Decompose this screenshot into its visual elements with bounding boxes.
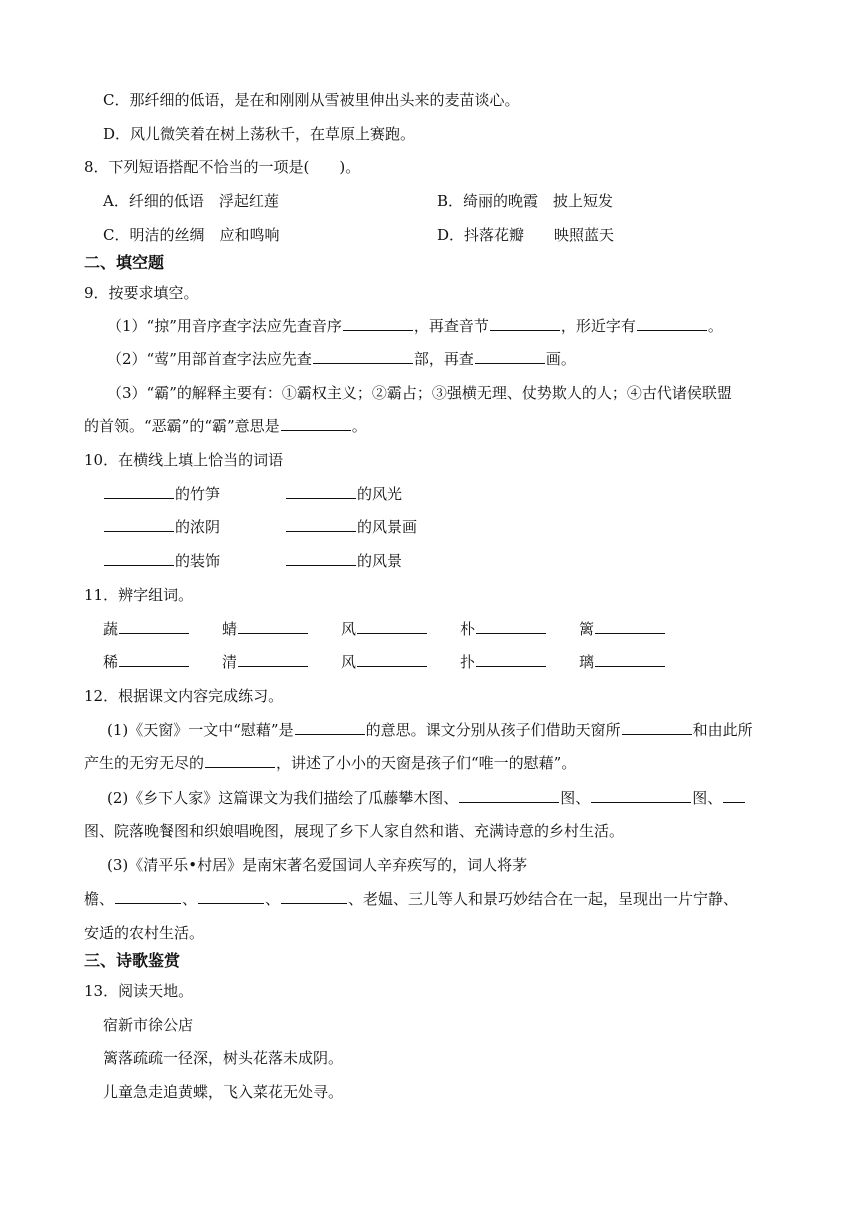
answer-blank[interactable] [286,551,356,566]
q9-stem: 9．按要求填空。 [84,284,199,302]
q12-part-2-line1 [107,788,746,808]
q10-stem: 10．在横线上填上恰当的词语 [84,451,284,469]
answer-blank[interactable] [104,551,174,566]
poem-line: 儿童急走追黄蝶，飞入菜花无处寻。 [103,1083,344,1101]
q11-char: 扑 [460,653,476,671]
answer-blank[interactable] [591,788,691,803]
q12-stem: 12．根据课文内容完成练习。 [84,687,284,705]
q8-option-d: D．抖落花瓣 映照蓝天 [437,226,615,244]
answer-blank[interactable] [281,889,347,904]
q11-char: 朴 [460,620,476,638]
answer-blank[interactable] [104,484,174,499]
q11-item [460,652,547,672]
q9-p2-text-c: 画。 [545,350,576,368]
q9-part-2 [107,349,576,369]
q10-item [103,484,220,504]
q10-item [103,551,220,571]
section-heading-poetry: 三、诗歌鉴赏 [84,951,181,970]
answer-blank[interactable] [238,619,308,634]
q9-p2-text-b: 部，再查 [413,350,474,368]
q11-item [103,619,190,639]
q12-part-3-line1: (3)《清平乐•村居》是南宋著名爱国词人辛弃疾写的，词人将茅 [107,856,528,874]
q11-char: 稀 [103,653,119,671]
q12-part-3-line3: 安适的农村生活。 [84,924,205,942]
answer-blank[interactable] [115,889,181,904]
q12-p1-text-a: (1)《天窗》一文中“慰藉”是 [107,721,294,739]
q11-item [341,619,428,639]
q9-p1-text-b: ，再查音节 [413,317,489,335]
q9-p1-text-a: （1）“掠”用音序查字法应先查音序 [107,317,342,335]
answer-blank[interactable] [205,753,275,768]
q11-item [341,652,428,672]
q8-option-a: A．纤细的低语 浮起红莲 [103,192,279,210]
q10-item [285,517,417,537]
answer-blank[interactable] [476,652,546,667]
q12-p1-text-e: ，讲述了小小的天窗是孩子们“唯一的慰藉”。 [276,754,577,772]
q11-char: 清 [222,653,238,671]
answer-blank[interactable] [313,349,413,364]
q12-p3-text-b: 檐、 [84,890,115,908]
answer-blank[interactable] [459,788,559,803]
answer-blank[interactable] [595,619,665,634]
q10-suffix: 的装饰 [175,552,221,570]
answer-blank[interactable] [490,316,560,331]
answer-blank[interactable] [198,889,264,904]
q11-char: 篱 [579,620,595,638]
q12-p2-text-b: 图、 [560,789,591,807]
q10-suffix: 的风景画 [357,518,418,536]
q9-p3-text-c: 。 [351,417,367,435]
answer-blank[interactable] [357,652,427,667]
q8-option-b: B．绮丽的晚霞 披上短发 [437,192,614,210]
q11-stem: 11．辨字组词。 [84,586,194,604]
q11-item [103,652,190,672]
q12-p1-text-c: 和由此所 [692,721,753,739]
q8-option-c: C．明洁的丝绸 应和鸣响 [103,226,280,244]
q11-item [579,652,666,672]
q10-suffix: 的浓阴 [175,518,221,536]
q13-stem: 13．阅读天地。 [84,982,194,1000]
answer-blank[interactable] [622,720,692,735]
q9-p2-text-a: （2）“莺”用部首查字法应先查 [107,350,312,368]
q11-item [460,619,547,639]
answer-blank[interactable] [343,316,413,331]
q12-p3-text-e: 、老媪、三儿等人和景巧妙结合在一起，呈现出一片宁静、 [348,890,739,908]
answer-blank[interactable] [295,720,365,735]
poem-title: 宿新市徐公店 [103,1016,194,1034]
q11-char: 蔬 [103,620,119,638]
q11-char: 璃 [579,653,595,671]
q9-p3-text-b: 的首领。“恶霸”的“霸”意思是 [84,417,280,435]
q9-p1-text-c: ，形近字有 [560,317,636,335]
q8-stem: 8．下列短语搭配不恰当的一项是( )。 [84,158,361,176]
q11-item [579,619,666,639]
section-heading-fill-in: 二、填空题 [84,253,165,272]
answer-blank[interactable] [119,619,189,634]
q10-item [103,517,220,537]
q11-item [222,652,309,672]
q12-p2-text-c: 图、 [692,789,723,807]
q12-part-3-line2 [84,889,738,909]
q12-p2-text-a: (2)《乡下人家》这篇课文为我们描绘了瓜藤攀木图、 [107,789,459,807]
q11-item [222,619,309,639]
q10-suffix: 的风景 [357,552,403,570]
q12-part-1-line1 [107,720,753,740]
q9-part-3-line2 [84,416,367,436]
answer-blank[interactable] [476,619,546,634]
q10-item [285,551,402,571]
q12-p1-text-b: 的意思。课文分别从孩子们借助天窗所 [365,721,621,739]
q12-p3-text-c: 、 [182,890,198,908]
q11-char: 风 [341,620,357,638]
poem-line: 篱落疏疏一径深，树头花落未成阴。 [103,1049,344,1067]
answer-blank[interactable] [475,349,545,364]
answer-blank[interactable] [357,619,427,634]
q11-char: 风 [341,653,357,671]
answer-blank[interactable] [281,416,351,431]
q10-suffix: 的竹笋 [175,485,221,503]
q11-char: 蜻 [222,620,238,638]
q9-part-1 [107,316,723,336]
q9-p1-text-d: 。 [707,317,723,335]
answer-blank[interactable] [595,652,665,667]
q7-option-c: C．那纤细的低语，是在和刚刚从雪被里伸出头来的麦苗谈心。 [103,91,520,109]
answer-blank[interactable] [723,788,745,803]
q12-p1-text-d: 产生的无穷无尽的 [84,754,205,772]
answer-blank[interactable] [238,652,308,667]
q10-suffix: 的风光 [357,485,403,503]
answer-blank[interactable] [637,316,707,331]
answer-blank[interactable] [286,484,356,499]
q10-item [285,484,402,504]
answer-blank[interactable] [119,652,189,667]
answer-blank[interactable] [286,517,356,532]
q9-part-3-line1: （3）“霸”的解释主要有：①霸权主义；②霸占；③强横无理、仗势欺人的人；④古代诸侯联盟 [107,384,732,402]
q12-p3-text-d: 、 [265,890,281,908]
answer-blank[interactable] [104,517,174,532]
q12-part-1-line2 [84,753,576,773]
q7-option-d: D．风儿微笑着在树上荡秋千，在草原上赛跑。 [103,125,416,143]
q12-part-2-line2: 图、院落晚餐图和织娘唱晚图，展现了乡下人家自然和谐、充满诗意的乡村生活。 [84,822,625,840]
